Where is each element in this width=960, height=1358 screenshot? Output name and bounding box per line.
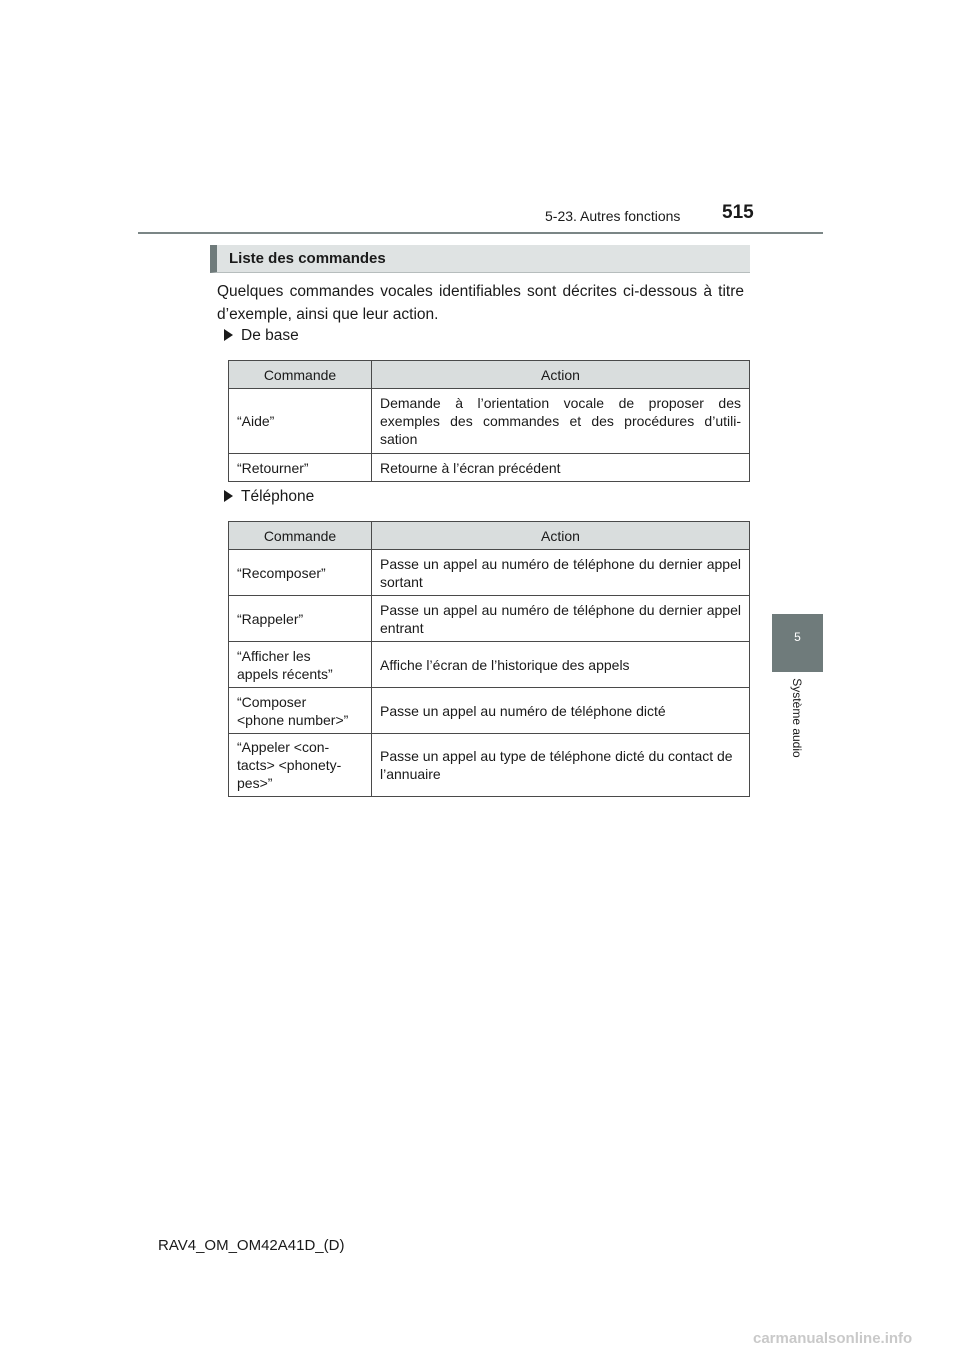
column-header-action: Action [372, 361, 750, 389]
subheading-basic [224, 327, 299, 345]
section-heading [210, 245, 750, 273]
table-header-row [229, 522, 750, 550]
subheading-phone-text: Téléphone [241, 488, 315, 505]
table-row [229, 389, 750, 454]
command-cell: “Aide” [229, 389, 372, 454]
action-cell: Passe un appel au numéro de téléphone dicté [372, 688, 750, 734]
column-header-command: Commande [229, 361, 372, 389]
subheading-basic-text: De base [241, 327, 299, 344]
command-cell: “Appeler <con- tacts> <phonety- pes>” [229, 734, 372, 797]
command-cell: “Afficher les appels récents” [229, 642, 372, 688]
intro-paragraph: Quelques commandes vocales identifiables sont décrites ci-dessous à titre d’exemple, ainsi que leur action. [217, 283, 744, 323]
triangle-bullet-icon [224, 490, 233, 502]
command-cell: “Retourner” [229, 454, 372, 482]
subheading-phone [224, 488, 314, 506]
action-cell: Passe un appel au numéro de téléphone du dernier appel sortant [372, 550, 750, 596]
watermark: carmanualsonline.info [753, 1330, 913, 1347]
table-header-row [229, 361, 750, 389]
section-heading-text: Liste des commandes [229, 250, 386, 267]
header-rule [138, 232, 823, 234]
action-cell: Demande à l’orientation vocale de proposer des exemples des commandes et des procédures d’utili- sation [372, 389, 750, 454]
phone-commands-table [228, 521, 750, 797]
chapter-number: 5 [794, 630, 801, 644]
basic-commands-table [228, 360, 750, 482]
table-row [229, 734, 750, 797]
command-cell: “Recomposer” [229, 550, 372, 596]
chapter-tab[interactable] [772, 614, 823, 672]
table-row [229, 596, 750, 642]
triangle-bullet-icon [224, 329, 233, 341]
column-header-action: Action [372, 522, 750, 550]
action-cell: Retourne à l’écran précédent [372, 454, 750, 482]
document-code: RAV4_OM_OM42A41D_(D) [158, 1237, 345, 1254]
command-cell: “Composer <phone number>” [229, 688, 372, 734]
table-row [229, 454, 750, 482]
chapter-label: Système audio [790, 678, 804, 758]
action-cell: Passe un appel au numéro de téléphone du dernier appel entrant [372, 596, 750, 642]
page-number: 515 [722, 202, 754, 223]
table-row [229, 550, 750, 596]
table-row [229, 688, 750, 734]
table-row [229, 642, 750, 688]
action-cell: Affiche l’écran de l’historique des appels [372, 642, 750, 688]
command-cell: “Rappeler” [229, 596, 372, 642]
header-section-title: 5-23. Autres fonctions [545, 208, 681, 224]
action-cell: Passe un appel au type de téléphone dicté du contact de l’annuaire [372, 734, 750, 797]
column-header-command: Commande [229, 522, 372, 550]
